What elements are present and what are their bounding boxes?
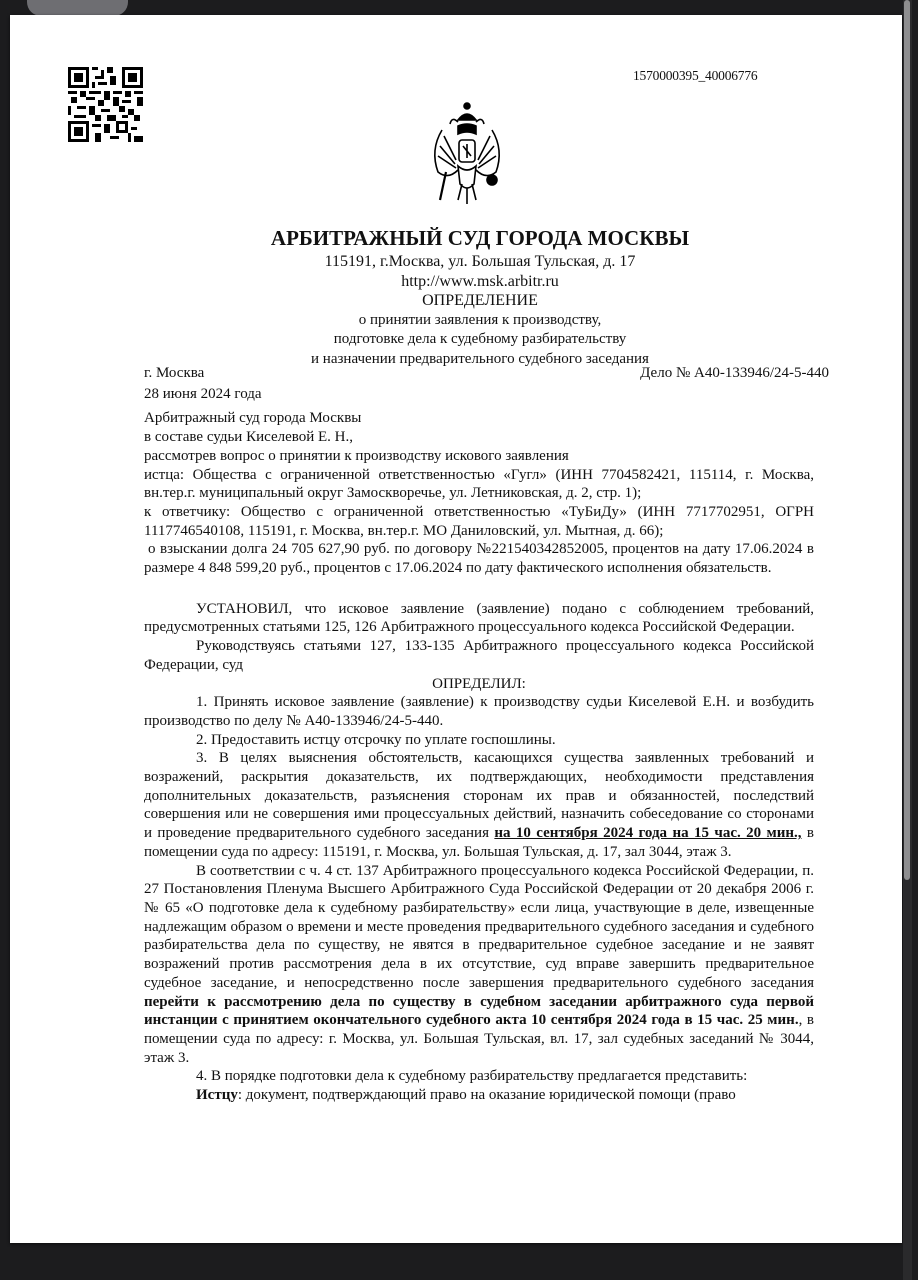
- plaintiff-info: истца: Общества с ограниченной ответственностью «Гугл» (ИНН 7704582421, 115114, г. Москва, вн.тер.г. муниципальный округ Замоскворечье, ул. Летниковская, д. 2, стр. 1);: [144, 466, 814, 502]
- vertical-scrollbar[interactable]: [903, 0, 912, 1280]
- court-address: 115191, г.Москва, ул. Большая Тульская, д. 17: [324, 253, 636, 270]
- case-number: Дело № А40-133946/24-5-440: [640, 365, 829, 381]
- plaintiff-label: Истцу: [196, 1087, 238, 1104]
- document-date: 28 июня 2024 года: [144, 385, 262, 402]
- qr-code-icon: [68, 67, 143, 142]
- russian-coat-of-arms-icon: [428, 100, 506, 208]
- item-3-location: в помещении суда по адресу: 115191, г. Москва, ул. Большая Тульская, д. 17, зал 3044, этаж 3.: [144, 825, 814, 860]
- article-137-location: , в помещении суда по адресу: г. Москва, ул. Большая Тульская, вл. 17, зал судебных заседаний № 3044, этаж 3.: [144, 1012, 814, 1066]
- plaintiff-requirements: [144, 1086, 814, 1105]
- established-paragraph: УСТАНОВИЛ, что исковое заявление (заявление) подано с соблюдением требований, предусмотренных статьями 125, 126 Арбитражного процессуального кодекса Российской Федерации.: [144, 600, 814, 636]
- intro-court: Арбитражный суд города Москвы: [144, 410, 362, 427]
- subtitle-line: и назначении предварительного судебного заседания: [311, 350, 649, 367]
- document-header: [130, 224, 830, 369]
- defendant-info: к ответчику: Общество с ограниченной ответственностью «ТуБиДу» (ИНН 7717702951, ОГРН 1117746540108, 115191, г. Москва, вн.тер.г. МО Даниловский, ул. Мытная, д. 66);: [144, 503, 814, 539]
- item-2: 2. Предоставить истцу отсрочку по уплате госпошлины.: [196, 731, 556, 748]
- item-3-text: 3. В целях выяснения обстоятельств, касающихся существа заявленных требований и возражений, раскрытия доказательств, их подтверждающих, необходимости представления дополнительных доказательств, разъяснения сторонам их прав и обязанностей, последствий совершения или не совершения ими процессуальных действий, назначить собеседование со сторонами и проведение предварительного судебного заседания: [144, 750, 814, 842]
- document-id: 1570000395_40006776: [633, 68, 758, 83]
- decided-heading: ОПРЕДЕЛИЛ:: [432, 675, 526, 692]
- subtitle-line: о принятии заявления к производству,: [358, 311, 602, 328]
- subtitle-line: подготовке дела к судебному разбирательству: [333, 331, 627, 347]
- item-1: 1. Принять исковое заявление (заявление) к производству судьи Киселевой Е.Н. и возбудить производство по делу № А40-133946/24-5-440.: [144, 694, 814, 729]
- plaintiff-requirements-text: : документ, подтверждающий право на оказание юридической помощи (право: [237, 1087, 736, 1104]
- intro-judge: в составе судьи Киселевой Е. Н.,: [144, 429, 354, 446]
- final-hearing-highlight: перейти к рассмотрению дела по существу в судебном заседании арбитражного суда первой инстанции с принятием окончательного судебного акта 10 сентября 2024 года в 15 час. 25 мин.: [144, 993, 814, 1029]
- hearing-date-highlight: на 10 сентября 2024 года на 15 час. 20 мин.,: [494, 825, 802, 842]
- article-137-paragraph: [144, 862, 814, 1068]
- item-4: 4. В порядке подготовки дела к судебному разбирательству предлагается представить:: [196, 1068, 748, 1085]
- document-body: [144, 364, 829, 1105]
- document-type: ОПРЕДЕЛЕНИЕ: [422, 292, 538, 309]
- court-website: http://www.msk.arbitr.ru: [401, 272, 559, 290]
- city: г. Москва: [144, 365, 205, 381]
- item-3: [144, 749, 814, 861]
- scrollbar-thumb[interactable]: [904, 0, 910, 880]
- court-name: АРБИТРАЖНЫЙ СУД ГОРОДА МОСКВЫ: [270, 226, 690, 250]
- intro-considered: рассмотрев вопрос о принятии к производству искового заявления: [144, 447, 569, 464]
- article-137-text: В соответствии с ч. 4 ст. 137 Арбитражного процессуального кодекса Российской Федерации, п. 27 Постановления Пленума Высшего Арбитражного Суда Российской Федерации от 20 декабря 2006 г. № 65 «О подготовке дела к судебному разбирательству» если лица, участвующие в деле, извещенные надлежащим образом о времени и месте проведения предварительного судебного заседания и судебного разбирательства дела по существу, не явятся в предварительное судебное заседание и не заявят возражений против рассмотрения дела в их отсутствие, суд вправе завершить предварительное судебное заседание, и непосредственно после завершения предварительного судебного заседания: [144, 862, 814, 991]
- claim-info: о взыскании долга 24 705 627,90 руб. по договору №221540342852005, процентов на дату 17.06.2024 в размере 4 848 599,20 руб., процентов с 17.06.2024 по дату фактического исполнения обязательств.: [144, 541, 814, 577]
- guided-paragraph: Руководствуясь статьями 127, 133-135 Арбитражного процессуального кодекса Российской Федерации, суд: [144, 638, 814, 673]
- window-tab[interactable]: [27, 0, 128, 16]
